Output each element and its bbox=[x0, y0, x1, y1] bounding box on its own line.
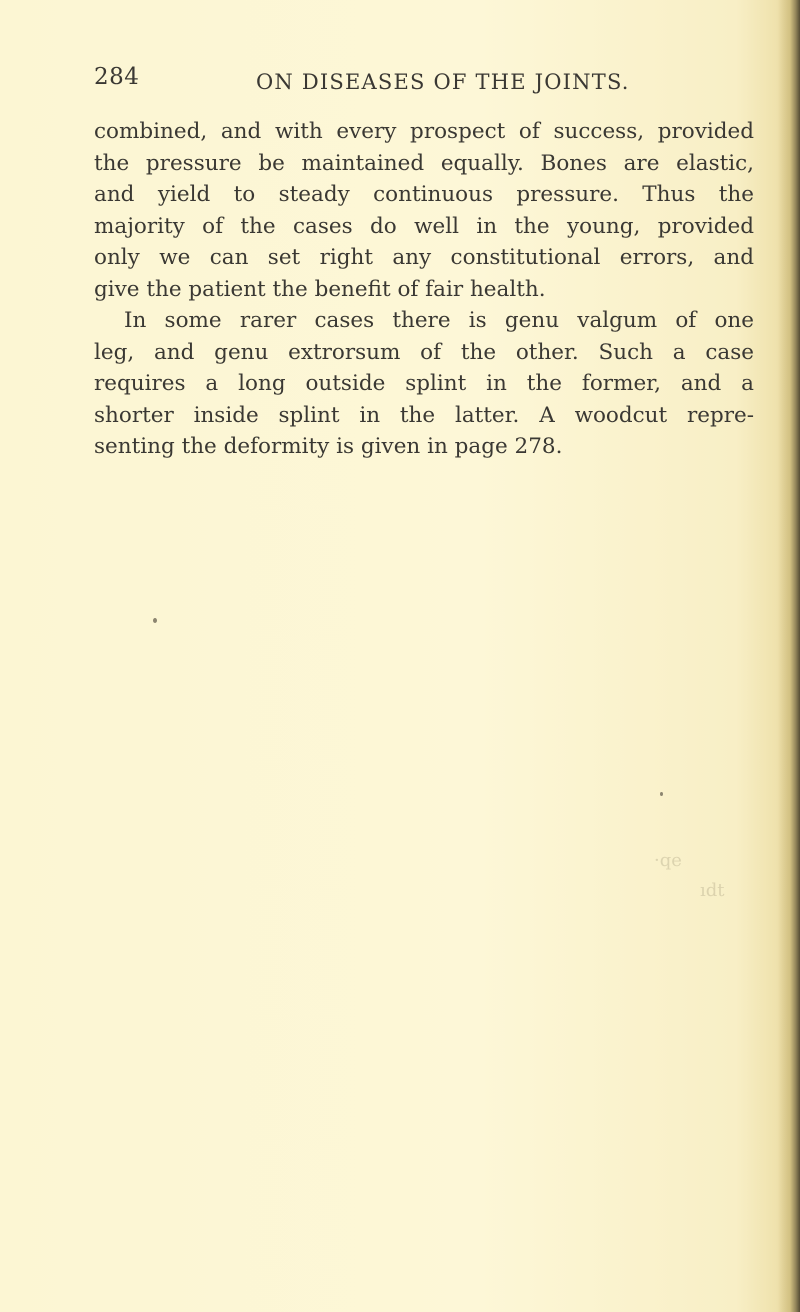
text-line: leg, and genu extrorsum of the other. Such a case bbox=[94, 339, 754, 365]
running-head: ON DISEASES OF THE JOINTS. bbox=[256, 70, 630, 94]
show-through-text: ıdt bbox=[700, 880, 725, 901]
text-line: senting the deformity is given in page 278. bbox=[94, 434, 563, 459]
page-header bbox=[94, 64, 754, 100]
text-line: requires a long outside splint in the former, and a bbox=[94, 371, 754, 396]
paper-speck bbox=[153, 618, 157, 623]
text-line: give the patient the benefit of fair health. bbox=[94, 276, 546, 302]
text-line: shorter inside splint in the latter. A woodcut repre- bbox=[94, 402, 754, 428]
text-line: the pressure be maintained equally. Bones are elastic, bbox=[94, 150, 754, 176]
text-line: and yield to steady continuous pressure. Thus the bbox=[94, 182, 754, 207]
body-text bbox=[94, 116, 754, 463]
text-line: only we can set right any constitutional errors, and bbox=[94, 245, 754, 270]
text-line: In some rarer cases there is genu valgum of one bbox=[124, 308, 754, 333]
page-edge-shadow bbox=[778, 0, 800, 1312]
show-through-text: ·qe bbox=[654, 850, 682, 871]
text-line: combined, and with every prospect of success, provided bbox=[94, 119, 754, 144]
paper-speck bbox=[660, 792, 663, 796]
page-number: 284 bbox=[94, 64, 140, 90]
text-line: majority of the cases do well in the young, provided bbox=[94, 213, 754, 239]
